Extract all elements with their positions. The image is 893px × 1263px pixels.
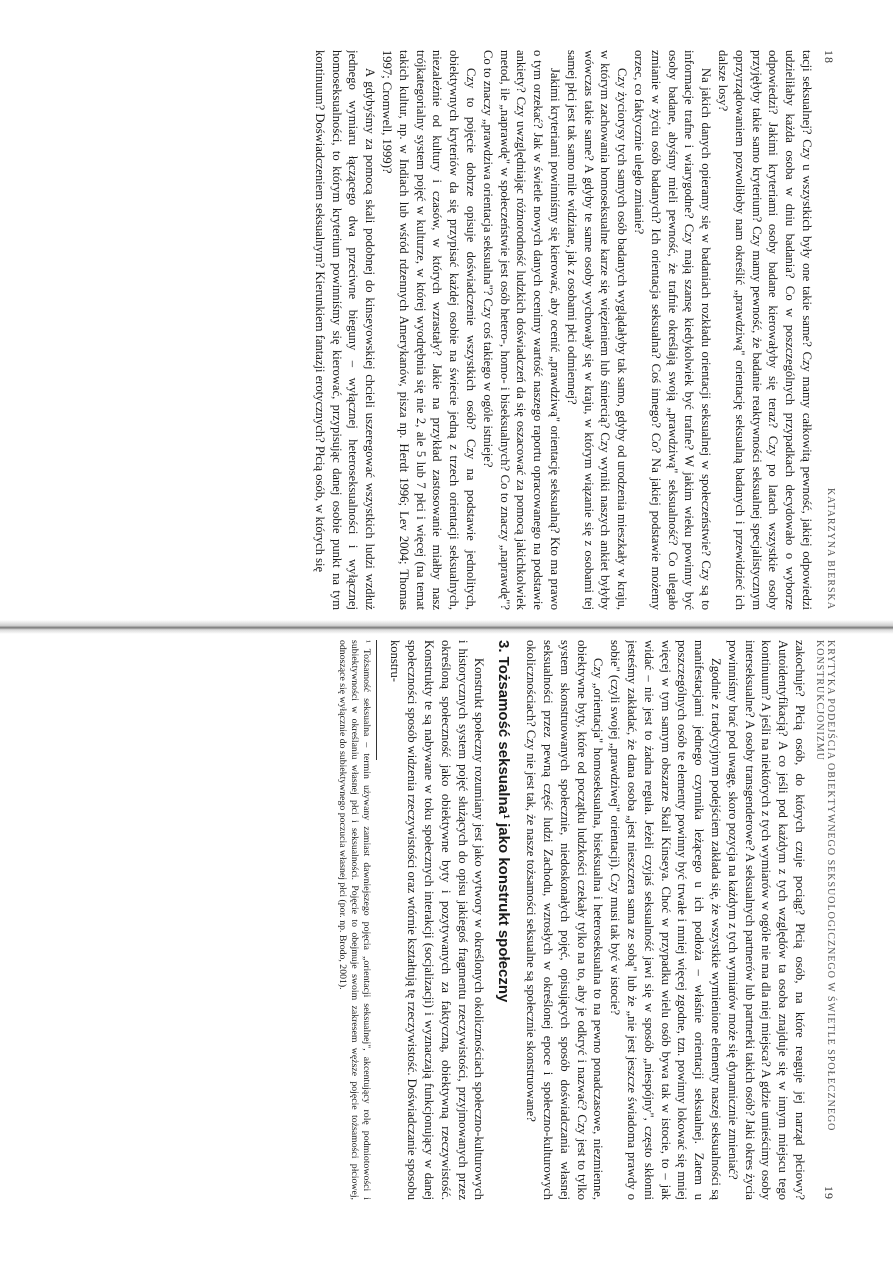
left-paragraph-6: A gdybyśmy za pomocą skali podobnej do kinseyowskiej chcieli uszeregować wszystkich ludzi wzdłuż jednego wymiaru łączącego dwa przeciwne bieguny – wyłącznej heteroseksualności i wyłącznej homoseksualności, to którym kryterium powinniśmy się kierować, przypisując danej osobie punkt na tym kontinuum? Doświadczeniem seksualnym? Kierunkiem fantazji erotycznych? Płcią osób, w których się [312, 50, 378, 610]
right-paragraph-2: Zgodnie z tradycyjnym podejściem zakłada się, że wszystkie wymienione elementy naszej seksualności są manifestacjami jednego czynnika leżącego u ich podłoża – właśnie orientacji seksualnej. Zatem u poszczególnych osób te elementy powinny być trwałe i mniej więcej zgodne, tzn. powinny lokować się mniej więcej w tym samym obszarze Skali Kinseya. Choć w przypadku wielu osób bywa tak w istocie, to – jak widać – nie jest to żadna reguła. Jeżeli czyjaś seksualność jawi się w sposób „niespójny", często skłonni jesteśmy zakładać, że dana osoba „jest nieszczera sama ze sobą" lub że „nie jest jeszcze świadoma prawdy o sobie" (czyli swojej „prawdziwej" orientacji). Czy musi tak być w istocie? [608, 640, 724, 1200]
right-page-header [808, 640, 840, 1200]
left-page-header [815, 50, 840, 610]
right-page-number: 19 [822, 1186, 836, 1200]
section-title: 3. Tożsamość seksualna¹ jako konstrukt społeczny [495, 640, 513, 1003]
footnote: ¹ Tożsamość seksualna – termin używany zamiast dawniejszego pojęcia „orientacji seksualnej", akcentujący rolę podmiotowości i subiektywności w określaniu własnej płci i seksualności. Pojęcie to obejmuje swoim zakresem węższe pojęcie tożsamości płciowej, odnoszące się wyłącznie do subiektywnego poczucia własnej płci (por. np. Brodo, 2001). [336, 640, 372, 1200]
left-page [140, 50, 840, 610]
section-paragraph: Konstrukt społeczny rozumiany jest jako wytwory w określonych okolicznościach społeczno-kulturowych i historycznych system pojęć służących do opisu jakiegoś fragmentu rzeczywistości, przyjmowanych przez określoną społeczność jako obiektywne byty i pozytywanych za faktyczną, obiektywną rzeczywistość. Konstrukty te są nabywane w toku społecznych interakcji (socjalizacji) i wyznaczają funkcjonujący w danej społeczności sposób widzenia rzeczywistości oraz wtórnie kształtują tę rzeczywistość. Doświadczanie sposobu konstru- [388, 640, 487, 1200]
right-page [140, 640, 840, 1200]
left-paragraph-3: Czy życiorysy tych samych osób badanych wyglądałyby tak samo, gdyby od urodzenia mieszkały w kraju, w którym zachowania homoseksualne karze się więzieniem lub śmiercią? Czy wyniki naszych ankiet byłyby wówczas takie same? A gdyby te same osoby wychowały się w kraju, w którym wiązanie się z osobami tej samej płci jest tak samo mile widziane, jak z osobami płci odmiennej? [564, 50, 630, 610]
left-paragraph-5: Czy to pojęcie dobrze opisuje doświadczenie wszystkich osób? Czy na podstawie jednolitych, obiektywnych kryteriów da się przypisać każdej osobie na świecie jedną z trzech orientacji seksualnych, niezależnie od kultury i czasów, w których wzrastały? Jakie na przykład zastosowanie miałby nasz trójkategorialny system pojęć w kulturze, w której wyodrębnia się nie 2, ale 5 lub 7 płci i więcej (na temat takich kultur, np. w Indiach lub wśród rdzennych Amerykanów, pisza np. Herdt 1996; Lev 2004; Thomas 1997; Cromwell, 1999)? [380, 50, 479, 610]
right-paragraph-1: zakochuje? Płcią osób, do których czuje pociąg? Płcią osób, na które reaguje jej narząd płciowy? Autoidentyfikacją? A co jeśli pod każdym z tych względów ta osoba znajduje się w innym miejscu tego kontinuum? A jeśli na niektórych z tych wymiarów w ogóle nie ma dla niej miejsca? A gdzie umieścimy osoby interseksualne? A osoby transgenderowe? A seksualnych partnerów lub partnerki takich osób? Jaki okres życia powinniśmy brać pod uwagę, skoro pozycja na każdym z tych wymiarów może się dynamicznie zmieniać? [725, 640, 807, 1200]
right-paragraph-3: Czy „orientacja" homoseksualna, biseksualna i heteroseksualna to na pewno ponadczasowe, niezmienne, obiektywne byty, które od początku ludzkości czekały tylko na to, aby je odkryć i nazwać? Czy jest to tylko system skonstruowanych społecznie, niedoskonałych pojęć, opisujących sposób doświadczania własnej seksualności przez pewną część ludzi Zachodu, wzrosłych w określonej epoce i społeczno-kulturowych okolicznościach? Czy nie jest tak, że nasze tożsamości seksualne są społecznie skonstruowane? [524, 640, 606, 1200]
footnote-divider [376, 640, 377, 760]
left-running-head: KATARZYNA BIERSKA [825, 487, 836, 610]
left-paragraph-2: Na jakich danych opieramy się w badaniach rozkładu orientacji seksualnej w społeczeństwie? Czy są to informacje trafne i wiarygodne? Czy mają szansę kiedykolwiek być trafne? W jakim wieku powinny być osoby badane, abyśmy mieli pewność, że trafnie określają swoją „prawdziwą" seksualność? Co ulegało zmianie w życiu osób badanych? Ich orientacja seksualna? Coś innego? Co? Na jakiej podstawie możemy orzec, co faktycznie uległo zmianie? [632, 50, 714, 610]
left-page-number: 18 [822, 50, 836, 64]
left-paragraph-1: tacji seksualnej? Czy u wszystkich były one takie same? Czy mamy całkowitą pewność, jakiej odpowiedzi udzieliłaby każda osoba w dniu badania? Co w poszczególnych przypadkach decydowało o wyborze odpowiedzi? Jakimi kryteriami osoby badane kierowałyby się teraz? Czy po latach wszystkie osoby przyjęłyby takie samo kryterium? Czy mamy pewność, że badanie reaktywności seksualnej specjalistycznym oprzyrządowaniem pozwoliłoby nam określić „prawdziwą" orientację seksualną badanych i przewidzieć ich dalsze losy? [716, 50, 814, 610]
right-running-head: KRYTYKA PODEJŚCIA OBIEKTYWNEGO SEKSUOLOGICZNEGO W ŚWIETLE SPOŁECZNEGO KONSTRUKCJONIZMU [814, 640, 836, 1132]
left-paragraph-4: Jakimi kryteriami powinniśmy się kierować, aby ocenić „prawdziwą" orientację seksualną? Kto ma prawo o tym orzekać? Jak w świetle nowych danych ocenimy wartość naszego raportu opracowanego na podstawie ankiety? Czy uwzględniając różnorodność ludzkich doświadczeń da się oszacować za pomocą jakichkolwiek metod, ile „naprawdę" w społeczeństwie jest osób hetero-, homo- i biseksualnych? Co to znaczy „naprawdę"? Co to znaczy „prawdziwa orientacja seksualna"? Czy coś takiego w ogóle istnieje? [480, 50, 563, 610]
book-gutter [0, 620, 893, 634]
